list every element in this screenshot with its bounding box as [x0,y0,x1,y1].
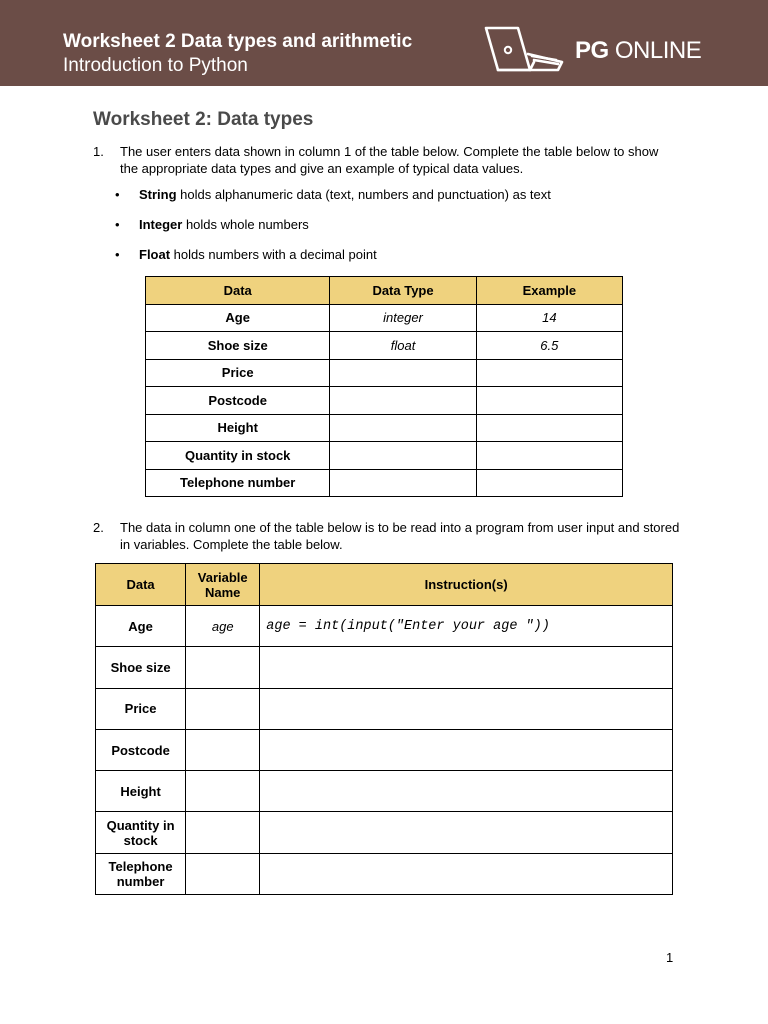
bullet-desc: holds whole numbers [182,217,309,232]
example-cell[interactable] [476,387,622,415]
bullet-term: String [139,187,177,202]
logo-online: ONLINE [614,37,702,64]
table-row [96,688,673,729]
data-type-cell[interactable] [330,469,476,497]
logo-pg: PG [575,37,609,64]
instruction-cell[interactable] [260,688,673,729]
variable-name-cell[interactable] [186,647,260,688]
bullet-float: • Float holds numbers with a decimal point [115,247,377,262]
data-type-cell[interactable] [330,442,476,470]
table-row [146,359,623,387]
worksheet-heading: Worksheet 2: Data types [93,109,314,130]
bullet-term: Integer [139,217,183,232]
instruction-cell[interactable] [260,812,673,853]
table-row [146,387,623,415]
table-header-row [146,277,623,305]
bullet-desc: holds alphanumeric data (text, numbers and punctuation) as text [176,187,551,202]
table-row [96,812,673,853]
table-row [96,729,673,770]
data-cell: Height [146,414,330,442]
table-row [96,647,673,688]
data-cell: Quantity in stock [96,812,186,853]
instruction-cell[interactable] [260,853,673,894]
instruction-cell[interactable] [260,771,673,812]
data-cell: Price [96,688,186,729]
data-cell: Age [146,304,330,332]
table-row [146,442,623,470]
table-row [146,332,623,360]
page-number: 1 [666,950,674,965]
example-cell[interactable]: 6.5 [476,332,622,360]
example-cell[interactable] [476,414,622,442]
bullet-integer: • Integer holds whole numbers [115,217,309,232]
data-cell: Price [146,359,330,387]
bullet-desc: holds numbers with a decimal point [170,247,377,262]
data-type-cell[interactable] [330,414,476,442]
table-row [146,469,623,497]
instruction-cell[interactable] [260,647,673,688]
data-type-cell[interactable] [330,359,476,387]
table-row [96,771,673,812]
question-1-number: 1. [93,144,104,159]
variable-name-cell[interactable] [186,729,260,770]
question-1-text: The user enters data shown in column 1 of the table below. Complete the table below to show the appropriate data types and give an example of typical data values. [120,144,659,176]
page-header [0,0,768,86]
example-cell[interactable]: 14 [476,304,622,332]
instruction-cell[interactable] [260,729,673,770]
data-type-cell[interactable]: float [330,332,476,360]
pg-online-logo [575,37,701,65]
data-type-cell[interactable] [330,387,476,415]
header-subtitle: Introduction to Python [63,55,248,76]
example-cell[interactable] [476,359,622,387]
data-cell: Age [96,606,186,647]
data-cell: Telephone number [146,469,330,497]
data-cell: Postcode [146,387,330,415]
data-cell: Shoe size [146,332,330,360]
table-row [96,606,673,647]
table-row [96,853,673,894]
data-cell: Quantity in stock [146,442,330,470]
laptop-icon [482,24,566,76]
question-2-text: The data in column one of the table below is to be read into a program from user input and stored in variables. Complete the table below. [120,520,680,552]
variable-name-cell[interactable]: age [186,606,260,647]
bullet-string: • String holds alphanumeric data (text, numbers and punctuation) as text [115,187,551,202]
data-cell: Telephone number [96,853,186,894]
example-cell[interactable] [476,442,622,470]
variable-name-cell[interactable] [186,688,260,729]
data-cell: Height [96,771,186,812]
variables-table [95,563,673,895]
variable-name-cell[interactable] [186,853,260,894]
column-header: Data [146,277,330,305]
column-header: Data Type [330,277,476,305]
data-cell: Shoe size [96,647,186,688]
example-cell[interactable] [476,469,622,497]
table-row [146,304,623,332]
column-header: Data [96,564,186,606]
table-header-row [96,564,673,606]
variable-name-cell[interactable] [186,771,260,812]
data-types-table [145,276,623,497]
table-row [146,414,623,442]
column-header: Example [476,277,622,305]
header-title: Worksheet 2 Data types and arithmetic [63,31,413,52]
column-header: Variable Name [186,564,260,606]
column-header: Instruction(s) [260,564,673,606]
data-cell: Postcode [96,729,186,770]
question-2-number: 2. [93,520,104,535]
bullet-term: Float [139,247,171,262]
variable-name-cell[interactable] [186,812,260,853]
instruction-cell[interactable]: age = int(input("Enter your age ")) [260,606,673,647]
data-type-cell[interactable]: integer [330,304,476,332]
